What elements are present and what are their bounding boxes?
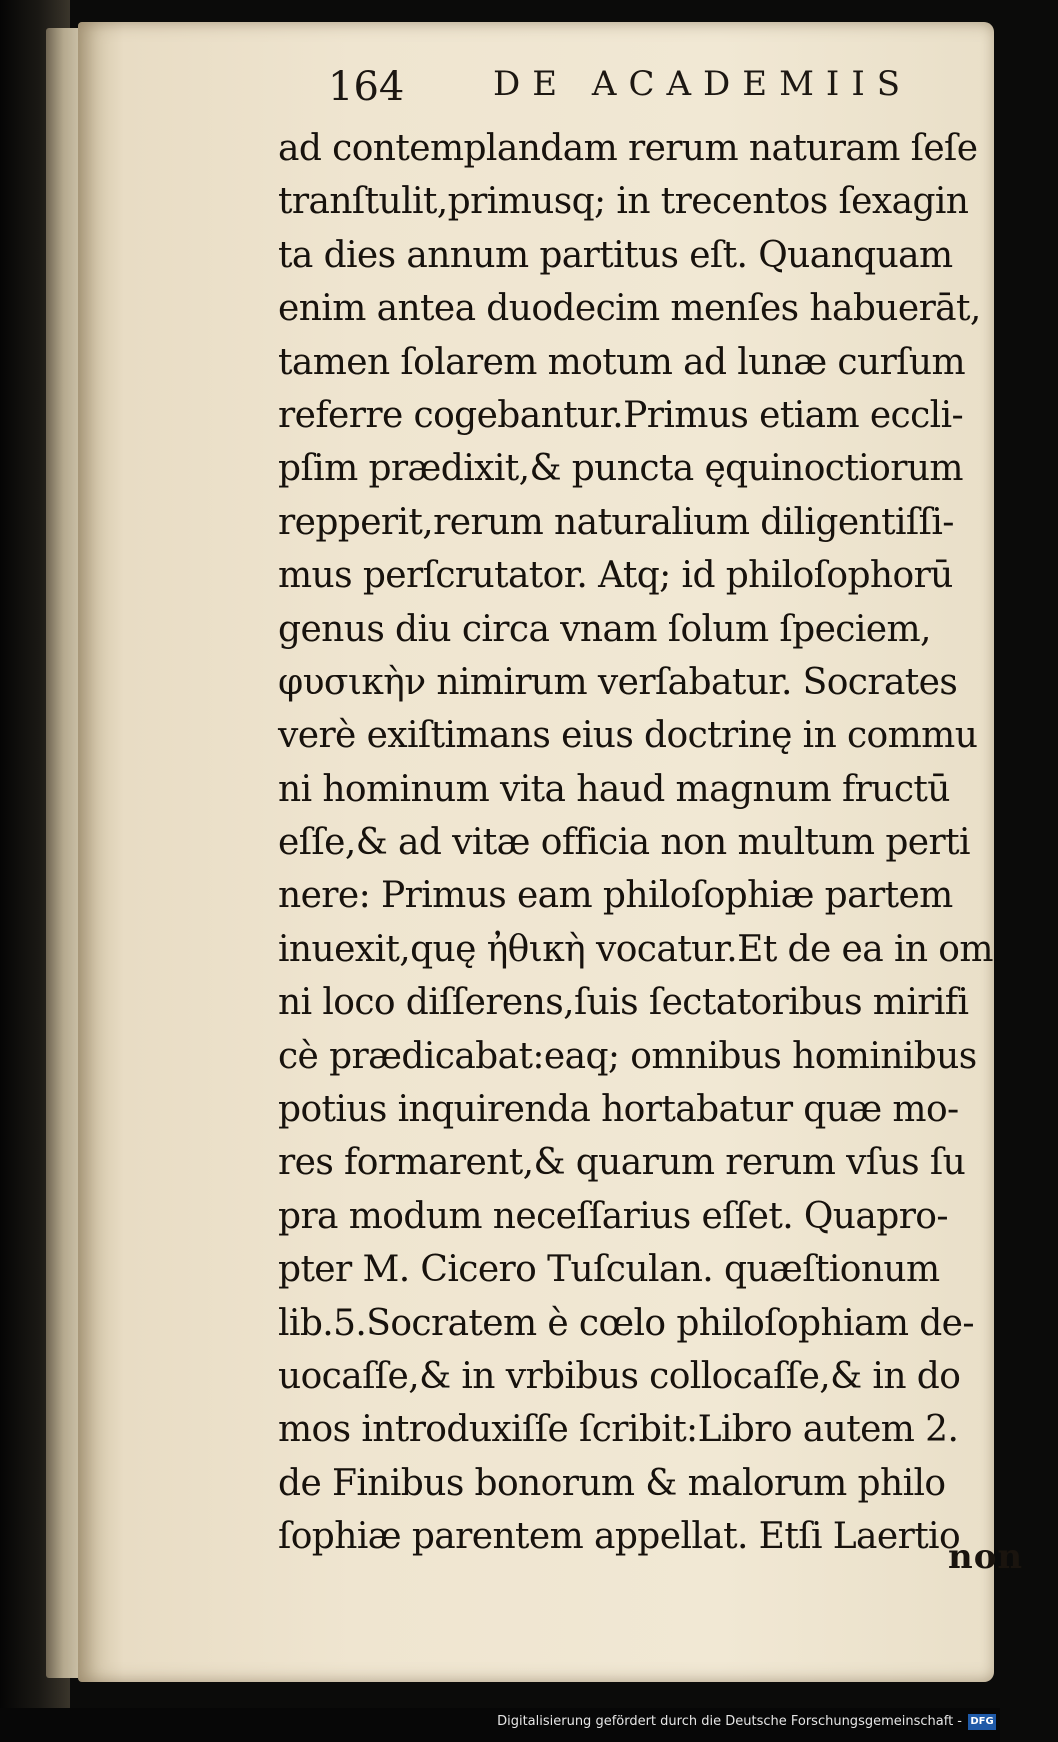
body-text (278, 122, 1058, 1564)
text-line: φυσικὴν nimirum verſabatur. Socrates (278, 661, 958, 703)
text-line: tamen ſolarem motum ad lunæ curſum (278, 341, 966, 383)
text-line: tranſtulit,primusq; in trecentos ſexagin (278, 181, 969, 223)
text-line: ni hominum vita haud magnum fructū (278, 768, 950, 810)
text-line: ni loco diſſerens,ſuis ſectatoribus mirifi (278, 982, 969, 1024)
text-line: eſſe,& ad vitæ officia non multum perti (278, 822, 970, 864)
text-line: cè prædicabat:eaq; omnibus hominibus (278, 1035, 977, 1077)
text-line: pra modum neceſſarius eſſet. Quapro- (278, 1195, 948, 1237)
text-line: res formarent,& quarum rerum vſus ſu (278, 1142, 966, 1184)
book-page (78, 22, 1024, 1682)
text-line: nere: Primus eam philoſophiæ partem (278, 875, 953, 917)
text-line: repperit,rerum naturalium diligentiſſi- (278, 501, 954, 543)
text-line: pſim prædixit,& puncta ęquinoctiorum (278, 448, 963, 490)
text-line: verè exiſtimans eius doctrinę in commu (278, 715, 978, 757)
text-line: potius inquirenda hortabatur quæ mo- (278, 1089, 959, 1131)
page-number: 164 (328, 64, 405, 110)
text-line: ta dies annum partitus eſt. Quanquam (278, 234, 953, 276)
catchword: non (948, 1537, 1024, 1577)
text-line: ſophiæ parentem appellat. Etſi Laertio (278, 1516, 961, 1558)
text-line: lib.5.Socratem è cœlo philoſophiam de- (278, 1302, 974, 1344)
text-line: pter M. Cicero Tuſculan. quæſtionum (278, 1249, 940, 1291)
footer-bar (0, 1708, 1000, 1742)
text-line: enim antea duodecim menſes habuerāt, (278, 288, 981, 330)
text-line: inuexit,quę ἠθικὴ vocatur.Et de ea in om (278, 928, 993, 970)
text-line: ad contemplandam rerum naturam ſeſe (278, 128, 978, 169)
running-head: DE ACADEMIIS (493, 64, 913, 104)
text-line: genus diu circa vnam ſolum ſpeciem, (278, 608, 931, 650)
text-line: mus perſcrutator. Atq; id philoſophorū (278, 555, 953, 597)
dfg-logo: DFG (968, 1714, 996, 1730)
page-header (328, 64, 968, 114)
text-line: referre cogebantur.Primus etiam eccli- (278, 394, 964, 436)
text-line: uocaſſe,& in vrbibus collocaſſe,& in do (278, 1355, 961, 1397)
text-line: de Finibus bonorum & malorum philo (278, 1462, 946, 1504)
text-line: mos introduxiſſe ſcribit:Libro autem 2. (278, 1409, 959, 1451)
digitization-credit: Digitalisierung gefördert durch die Deutsche Forschungsgemeinschaft - (497, 1714, 962, 1729)
